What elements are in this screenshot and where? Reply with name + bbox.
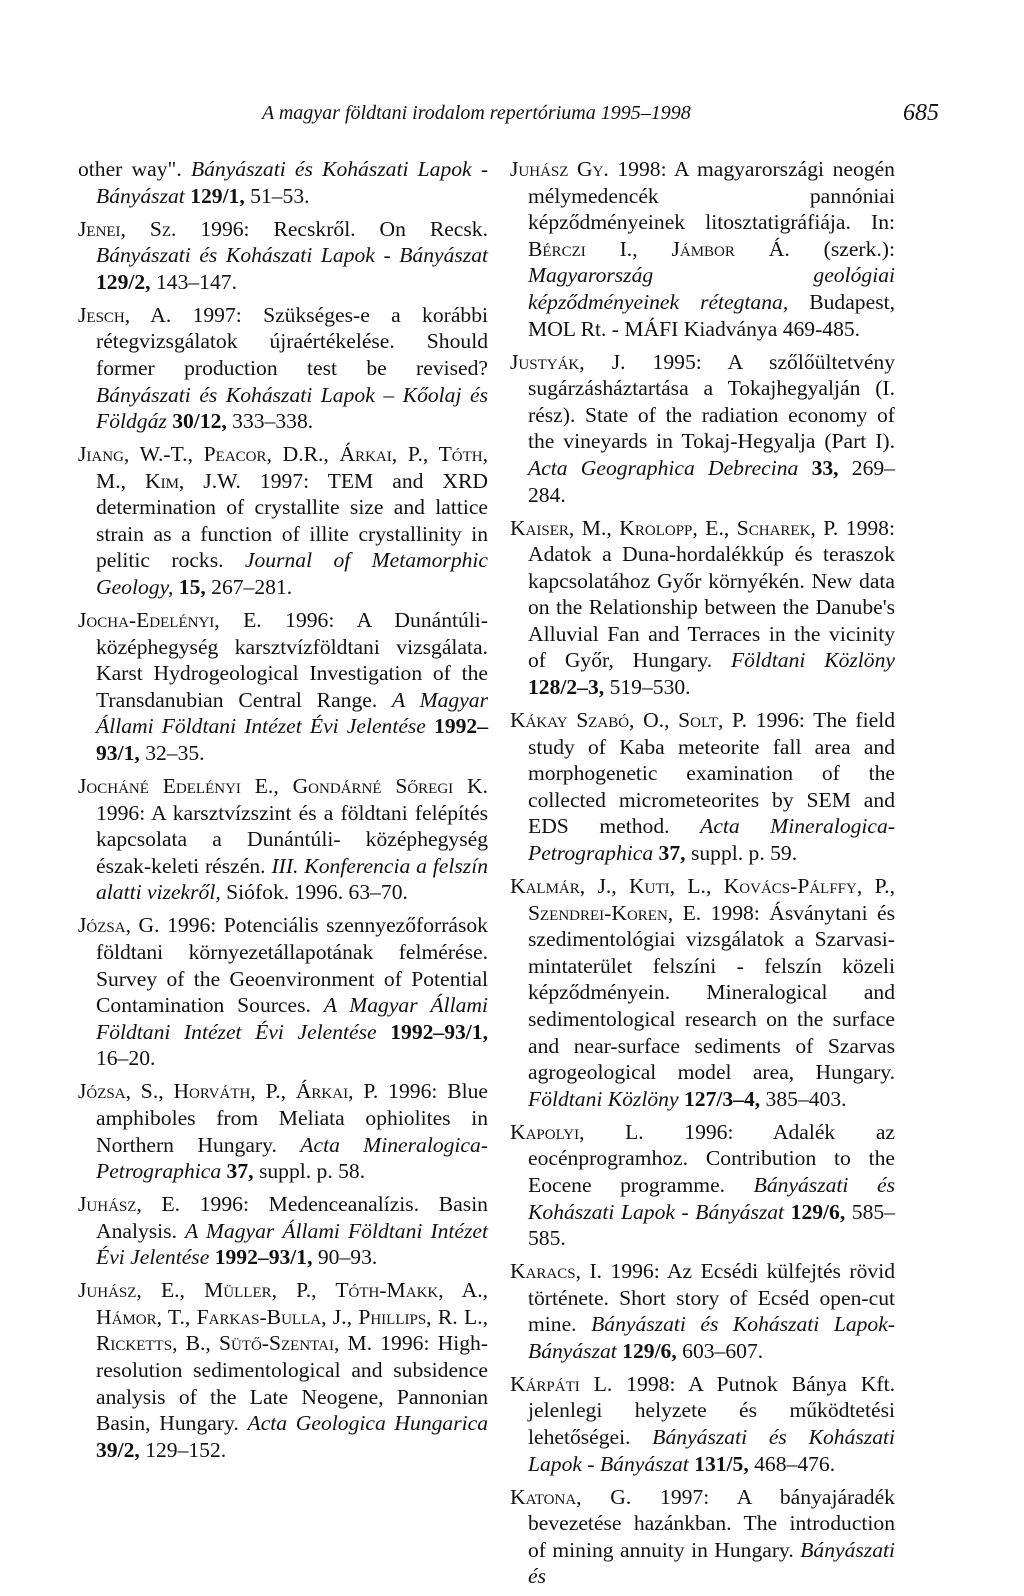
bibliography-entry: [510, 349, 895, 509]
entry-text: 143–147.: [150, 269, 237, 294]
entry-volume: 15,: [178, 575, 206, 600]
entry-volume: 1992–93/1,: [96, 714, 488, 766]
entry-text: 1996: Potenciális szennyezőforrások földtani környezetállapotának felmérése. Survey of the Geoenvironment of Potential Contamination Sources.: [96, 913, 488, 1018]
entry-source: Földtani Közlöny: [528, 1086, 684, 1111]
entry-text: 51–53.: [244, 183, 310, 208]
entry-author: Katona, G.: [510, 1484, 632, 1509]
entry-text: 385–403.: [760, 1086, 847, 1111]
entry-source: Bányászati és Kohászati Lapok – Kőolaj és Földgáz: [96, 382, 488, 434]
entry-text: 1996: High-resolution sedimentological and subsidence analysis of the Late Neogene, Pannonian Basin, Hungary.: [96, 1331, 488, 1436]
bibliography-entry: [78, 302, 488, 435]
entry-text: 603–607.: [676, 1338, 764, 1363]
entry-text: Budapest, MOL Rt. - MÁFI Kiadványa 469-485.: [528, 289, 895, 341]
entry-author: Jocháné Edelényi E., Gondárné Sőregi K.: [78, 774, 488, 799]
entry-source: A Magyar Állami Földtani Intézet Évi Jelentése: [96, 687, 488, 739]
entry-source: III. Konferencia a felszín alatti vizekről,: [96, 853, 488, 905]
entry-author: Kákay Szabó, O., Solt, P.: [510, 708, 748, 733]
entry-author: Juhász, E.: [78, 1192, 181, 1217]
running-header: [0, 102, 1024, 132]
bibliography-entry: [510, 1119, 895, 1252]
entry-text: suppl. p. 59.: [685, 841, 798, 866]
entry-author: Józsa, G.: [78, 913, 160, 938]
entry-volume: 37,: [658, 841, 686, 866]
entry-source: Bányászati és Kohászati Lapok- Bányászat: [528, 1312, 895, 1363]
entry-text: 1996: Az Ecsédi külfejtés rövid története. Short story of Ecséd open-cut mine.: [528, 1259, 895, 1337]
bibliography-entry: [78, 1191, 488, 1271]
entry-text: 1996: Medenceanalízis. Basin Analysis.: [96, 1192, 488, 1243]
left-column: [78, 156, 488, 1470]
entry-source: A Magyar Állami Földtani Intézet Évi Jelentése: [96, 1218, 488, 1270]
entry-source: Bányászati és Kohászati Lapok - Bányászat: [96, 243, 488, 268]
entry-text: 1996: Recskről. On Recsk.: [176, 216, 488, 241]
bibliography-entry: [78, 1078, 488, 1184]
entry-text: 267–281.: [205, 575, 293, 600]
entry-text: 1996: Blue amphiboles from Meliata ophiolites in Northern Hungary.: [96, 1079, 488, 1157]
entry-text: 1998: Adatok a Duna-hordalékkúp és teraszok kapcsolatához Győr környékén. New data on the Relationship between the Danube's Alluvial Fan and Terraces in the vicinity of Győr, Hungary.: [528, 515, 895, 673]
entry-volume: 30/12,: [172, 409, 227, 434]
entry-source: Acta Mineralogica-Petrographica: [528, 814, 896, 866]
bibliography-entry: [78, 156, 488, 209]
entry-source: Bányászati és Kohászati Lapok - Bányászat: [528, 1425, 895, 1476]
entry-text: 519–530.: [604, 675, 691, 700]
bibliography-entry: [510, 1484, 895, 1590]
entry-text: Siófok. 1996. 63–70.: [220, 880, 408, 905]
entry-text: other way".: [78, 157, 191, 181]
bibliography-entry: [510, 707, 895, 867]
entry-volume: 33,: [811, 455, 839, 480]
entry-author: Kaiser, M., Krolopp, E., Scharek, P.: [510, 515, 839, 540]
entry-volume: 127/3–4,: [683, 1086, 761, 1111]
entry-text: 269–284.: [528, 455, 895, 507]
entry-volume: 129/2,: [96, 269, 151, 294]
right-column: [510, 156, 895, 1596]
entry-text: 468–476.: [748, 1451, 836, 1476]
entry-source: Acta Mineralogica-Petrographica: [96, 1132, 488, 1184]
entry-text: 1996: The field study of Kaba meteorite fall area and morphogenetic examination of the collected micrometeorites by SEM and EDS method.: [528, 708, 895, 839]
entry-author: Justyák, J.: [510, 349, 626, 374]
entry-text: suppl. p. 58.: [253, 1159, 366, 1184]
entry-text: 1998: A Putnok Bánya Kft. jelenlegi helyzete és működtetési lehetőségei.: [528, 1371, 895, 1450]
entry-author: Jiang, W.-T., Peacor, D.R., Árkai, P., Tóth, M., Kim, J.W.: [78, 442, 488, 493]
entry-author: Juhász Gy.: [510, 157, 609, 181]
entry-source: A Magyar Állami Földtani Intézet Évi Jelentése: [96, 993, 488, 1044]
entry-text: 32–35.: [139, 741, 205, 766]
entry-source: Acta Geologica Hungarica: [247, 1411, 489, 1436]
entry-source: Acta Geographica Debrecina: [528, 455, 812, 480]
entry-text: 1995: A szőlőültetvény sugárzásháztartása a Tokajhegyalján (I. rész). State of the radiation economy of the vineyards in Tokaj-Hegyalja (Part I).: [528, 349, 895, 454]
entry-volume: 129/1,: [190, 183, 245, 208]
entry-author: Karacs, I.: [510, 1259, 603, 1284]
entry-text: 1998: A magyarországi neogén mélymedencék pannóniai képződményeinek litosztatigráfiája. In:: [528, 157, 895, 235]
entry-author: Józsa, S., Horváth, P., Árkai, P.: [78, 1079, 379, 1104]
entry-volume: 128/2–3,: [528, 675, 605, 700]
bibliography-entry: [78, 912, 488, 1072]
entry-source: Bányászati és Kohászati Lapok - Bányászat: [528, 1172, 895, 1224]
entry-text: 585–585.: [528, 1199, 895, 1251]
entry-source: Földtani Közlöny: [730, 648, 895, 673]
entry-volume: 1992–93/1,: [214, 1245, 313, 1270]
bibliography-entry: [78, 773, 488, 906]
entry-text: 129–152.: [139, 1437, 227, 1462]
bibliography-entry: [510, 1258, 895, 1364]
bibliography-entry: [510, 515, 895, 701]
entry-text: 1998: Ásványtani és szedimentológiai vizsgálatok a Szarvasi-mintaterület felszíni - felszín közeli képződményein. Mineralogical and sedimentological research on the surface and near-surface sediments of Szarvas agrogeological model area, Hungary.: [528, 900, 895, 1085]
entry-text: 16–20.: [96, 1046, 156, 1071]
entry-volume: 39/2,: [96, 1437, 140, 1462]
running-title: A magyar földtani irodalom repertóriuma 1995–1998: [262, 102, 691, 124]
entry-text: 1997: TEM and XRD determination of crystallite size and lattice strain as a function of illite crystallinity in pelitic rocks.: [96, 468, 489, 573]
entry-source: Bányászati és: [528, 1537, 895, 1589]
entry-volume: 1992–93/1,: [390, 1019, 488, 1044]
bibliography-entry: [78, 216, 488, 296]
entry-volume: 131/5,: [694, 1451, 749, 1476]
entry-text: 1997: Szükséges-e a korábbi rétegvizsgálatok újraértékelése. Should former production test be revised?: [96, 302, 489, 380]
entry-author: Juhász, E., Müller, P., Tóth-Makk, A., Hámor, T., Farkas-Bulla, J., Phillips, R. L., Ricketts, B., Sütő-Szentai, M.: [78, 1278, 488, 1356]
entry-author: Kalmár, J., Kuti, L., Kovács-Pálffy, P., Szendrei-Koren, E.: [510, 874, 895, 925]
bibliography-entry: [510, 873, 895, 1112]
entry-text: 90–93.: [312, 1245, 378, 1270]
entry-text: (szerk.):: [789, 236, 895, 261]
bibliography-entry: [510, 1371, 895, 1477]
bibliography-entry: [78, 1277, 488, 1463]
entry-volume: 129/6,: [622, 1338, 677, 1363]
entry-author: Kapolyi, L.: [510, 1119, 644, 1144]
entry-source: Bányászati és Kohászati Lapok - Bányászat: [96, 157, 489, 208]
entry-author: Kárpáti L.: [510, 1371, 613, 1396]
bibliography-entry: [78, 441, 488, 601]
entry-text: 1996: A karsztvízszint és a földtani felépítés kapcsolata a Dunántúli- középhegység észak-keleti részén.: [96, 800, 488, 878]
entry-author: Jocha-Edelényi, E.: [78, 608, 262, 633]
bibliography-entry: [78, 607, 488, 767]
entry-volume: 129/6,: [790, 1199, 846, 1224]
entry-text: 1997: A bányajáradék bevezetése hazánkban. The introduction of mining annuity in Hungary.: [528, 1484, 895, 1562]
entry-source: Journal of Metamorphic Geology,: [96, 548, 489, 600]
entry-author: Jenei, Sz.: [78, 216, 177, 241]
entry-source: Magyarország geológiai képződményeinek rétegtana,: [528, 263, 895, 314]
entry-text: 333–338.: [226, 409, 314, 434]
bibliography-entry: [510, 156, 895, 342]
entry-author: Bérczi I., Jámbor Á.: [528, 236, 790, 261]
entry-text: 1996: Adalék az eocénprogramhoz. Contribution to the Eocene programme.: [528, 1119, 896, 1197]
entry-text: 1996: A Dunántúli-középhegység karsztvízföldtani vizsgálata. Karst Hydrogeological Investigation of the Transdanubian Central Range.: [96, 608, 488, 712]
entry-volume: 37,: [226, 1159, 254, 1184]
page-number: 685: [903, 100, 939, 126]
entry-author: Jesch, A.: [78, 302, 172, 327]
